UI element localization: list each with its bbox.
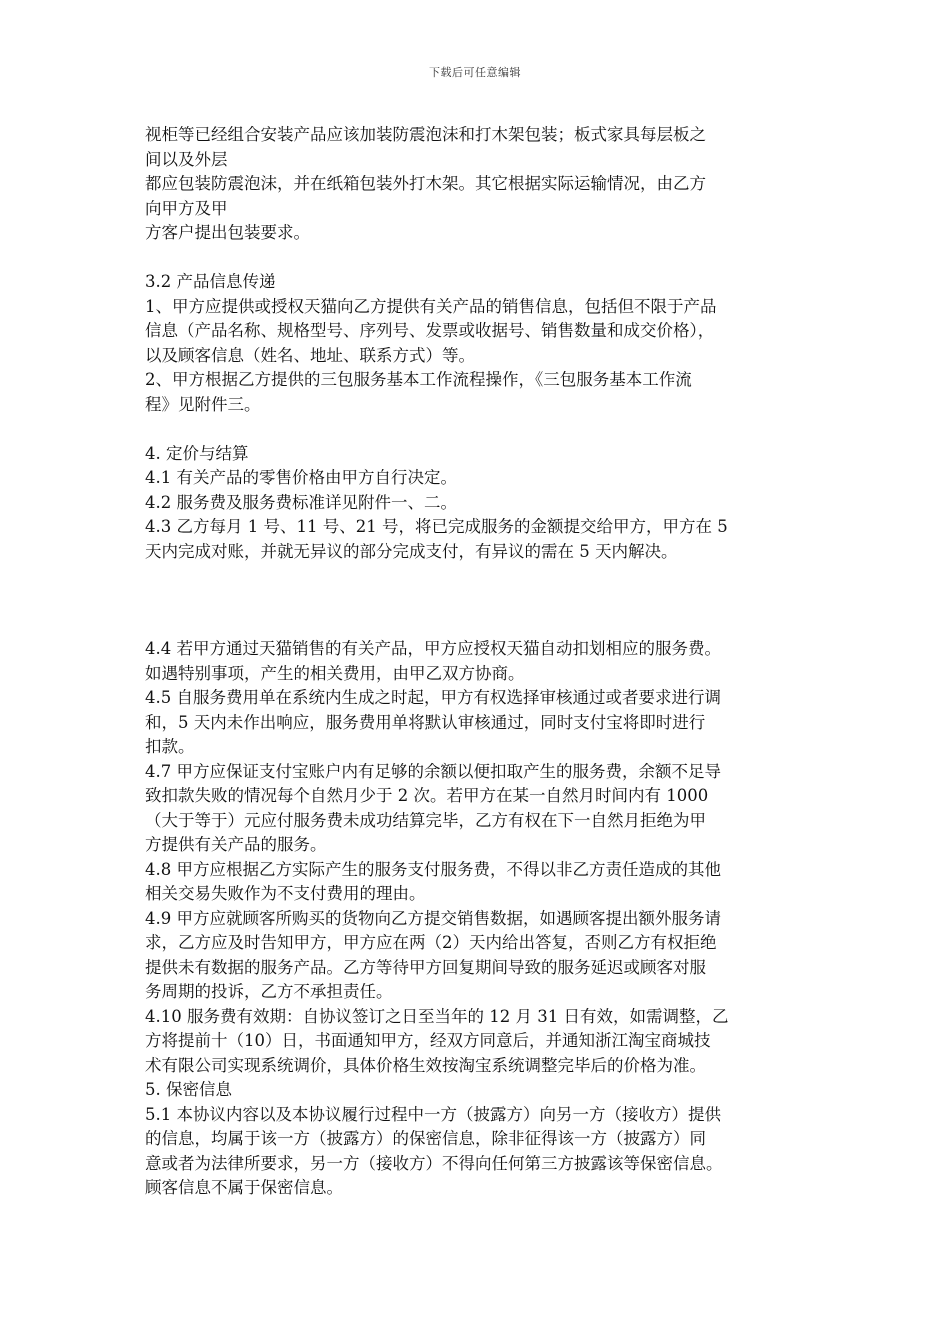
text-line: 4.9 甲方应就顾客所购买的货物向乙方提交销售数据，如遇顾客提出额外服务请 — [145, 908, 721, 928]
text-line: 4.3 乙方每月 1 号、11 号、21 号，将已完成服务的金额提交给甲方，甲方在 5 — [145, 517, 728, 536]
text-line: 间以及外层 — [145, 149, 228, 169]
text-line: 如遇特别事项，产生的相关费用，由甲乙双方协商。 — [145, 663, 525, 683]
section-4 — [145, 442, 815, 565]
text-line: 务周期的投诉，乙方不承担责任。 — [145, 982, 393, 1001]
text-line: 的信息，均属于该一方（披露方）的保密信息，除非征得该一方（披露方）同 — [145, 1129, 706, 1148]
text-line: 4.10 服务费有效期：自协议签订之日至当年的 12 月 31 日有效，如需调整，乙 — [145, 1006, 729, 1026]
text-line: 程》见附件三。 — [145, 394, 261, 414]
section-heading: 5. 保密信息 — [145, 1080, 232, 1099]
spacer — [145, 246, 815, 271]
text-line: 4.2 服务费及服务费标准详见附件一、二。 — [145, 492, 457, 512]
text-line: 方将提前十（10）日，书面通知甲方，经双方同意后，并通知浙江淘宝商城技 — [145, 1031, 711, 1050]
text-line: 信息（产品名称、规格型号、序列号、发票或收据号、销售数量和成交价格）， — [145, 321, 715, 340]
text-line: 致扣款失败的情况每个自然月少于 2 次。若甲方在某一自然月时间内有 1000 — [145, 786, 709, 805]
text-line: 都应包装防震泡沫，并在纸箱包装外打木架。其它根据实际运输情况，由乙方 — [145, 174, 706, 193]
text-line: 5.1 本协议内容以及本协议履行过程中一方（披露方）向另一方（接收方）提供 — [145, 1104, 721, 1124]
text-line: （大于等于）元应付服务费未成功结算完毕，乙方有权在下一自然月拒绝为甲 — [145, 810, 706, 830]
text-line: 天内完成对账，并就无异议的部分完成支付，有异议的需在 5 天内解决。 — [145, 541, 678, 561]
text-line: 术有限公司实现系统调价，具体价格生效按淘宝系统调整完毕后的价格为准。 — [145, 1055, 706, 1075]
text-line: 4.7 甲方应保证支付宝账户内有足够的余额以便扣取产生的服务费，余额不足导 — [145, 761, 721, 781]
section-heading: 3.2 产品信息传递 — [145, 272, 276, 291]
text-line: 提供未有数据的服务产品。乙方等待甲方回复期间导致的服务延迟或顾客对服 — [145, 957, 706, 977]
text-line: 1、甲方应提供或授权天猫向乙方提供有关产品的销售信息，包括但不限于产品 — [145, 296, 717, 316]
page-header: 下载后可任意编辑 — [429, 66, 521, 79]
document-body — [145, 123, 815, 1201]
spacer — [145, 417, 815, 442]
text-line: 以及顾客信息（姓名、地址、联系方式）等。 — [145, 345, 475, 365]
text-line: 4.1 有关产品的零售价格由甲方自行决定。 — [145, 468, 457, 487]
section-heading: 4. 定价与结算 — [145, 443, 249, 463]
text-line: 意或者为法律所要求，另一方（接收方）不得向任何第三方披露该等保密信息。 — [145, 1153, 723, 1173]
text-line: 4.8 甲方应根据乙方实际产生的服务支付服务费，不得以非乙方责任造成的其他 — [145, 859, 721, 879]
text-line: 向甲方及甲 — [145, 198, 228, 218]
text-line: 4.5 自服务费用单在系统内生成之时起，甲方有权选择审核通过或者要求进行调 — [145, 688, 721, 707]
text-line: 扣款。 — [145, 737, 195, 756]
text-line: 4.4 若甲方通过天猫销售的有关产品，甲方应授权天猫自动扣划相应的服务费。 — [145, 639, 721, 658]
text-line: 和，5 天内未作出响应，服务费用单将默认审核通过，同时支付宝将即时进行 — [145, 712, 706, 732]
text-line: 求，乙方应及时告知甲方，甲方应在两（2）天内给出答复，否则乙方有权拒绝 — [145, 933, 717, 952]
paragraph-packaging — [145, 123, 815, 246]
text-line: 视柜等已经组合安装产品应该加装防震泡沫和打木架包装；板式家具每层板之 — [145, 125, 706, 144]
section-4-continued — [145, 637, 815, 1201]
text-line: 顾客信息不属于保密信息。 — [145, 1178, 343, 1197]
text-line: 相关交易失败作为不支付费用的理由。 — [145, 884, 426, 903]
section-3-2 — [145, 270, 815, 417]
spacer — [145, 564, 815, 637]
text-line: 方客户提出包装要求。 — [145, 223, 310, 242]
text-line: 方提供有关产品的服务。 — [145, 835, 327, 854]
text-line: 2、甲方根据乙方提供的三包服务基本工作流程操作，《三包服务基本工作流 — [145, 370, 692, 389]
